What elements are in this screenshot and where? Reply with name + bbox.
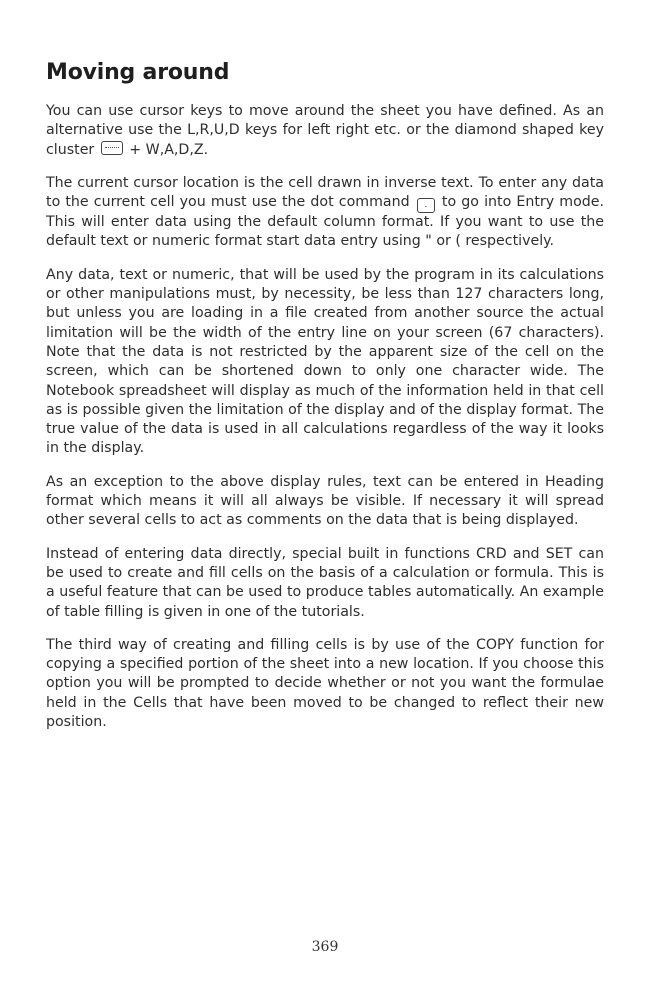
- paragraph-cursor-keys: [46, 102, 604, 160]
- paragraph-heading-format: As an exception to the above display rules, text can be entered in Heading format which means it will all always be visible. If necessary it will spread other several cells to act as comments on the data that is being displayed.: [46, 473, 604, 529]
- paragraph-text: You can use cursor keys to move around the sheet you have defined. As an alternative use the L,R,U,D keys for left right etc. or the diamond shaped key cluster: [46, 103, 604, 158]
- paragraph-text: to go into Entry mode. This will enter data using the default column format. If you want to use the default text or numeric format start data entry using " or ( respectively.: [46, 194, 605, 250]
- paragraph-entry-mode: [46, 174, 604, 252]
- paragraph-functions: Instead of entering data directly, special built in functions CRD and SET can be used to create and fill cells on the basis of a calculation or formula. This is a useful feature that can be used to produce tables automatically. An example of table filling is given in one of the tutorials.: [46, 545, 604, 620]
- paragraph-data-length: Any data, text or numeric, that will be used by the program in its calculations or other manipulations must, by necessity, be less than 127 characters long, but unless you are loading in a file created from another source the actual limitation will be the width of the entry line on your screen (67 characters). Note that the data is not restricted by the apparent size of the cell on the screen, which can be shortened down to only one character wide. The Notebook spreadsheet will display as much of the information held in that cell as is possible given the limitation of the display and of the display format. The true value of the data is used in all calculations regardless of the way it looks in the display.: [46, 266, 604, 457]
- dot-key-icon: .: [417, 198, 435, 213]
- page-number: 369: [311, 939, 339, 955]
- paragraph-text: The current cursor location is the cell drawn in inverse text. To enter any data to the current cell you must use the dot command: [46, 174, 604, 211]
- paragraph-copy: The third way of creating and filling cells is by use of the COPY function for copying a specified portion of the sheet into a new location. If you choose this option you will be prompted to decide whether or not you want the formulae held in the Cells that have been moved to be changed to reflect their new position.: [46, 636, 604, 731]
- function-key-icon: [101, 141, 123, 155]
- page-content: [46, 58, 604, 746]
- paragraph-text: + W,A,D,Z.: [129, 141, 209, 158]
- section-heading: Moving around: [46, 60, 230, 85]
